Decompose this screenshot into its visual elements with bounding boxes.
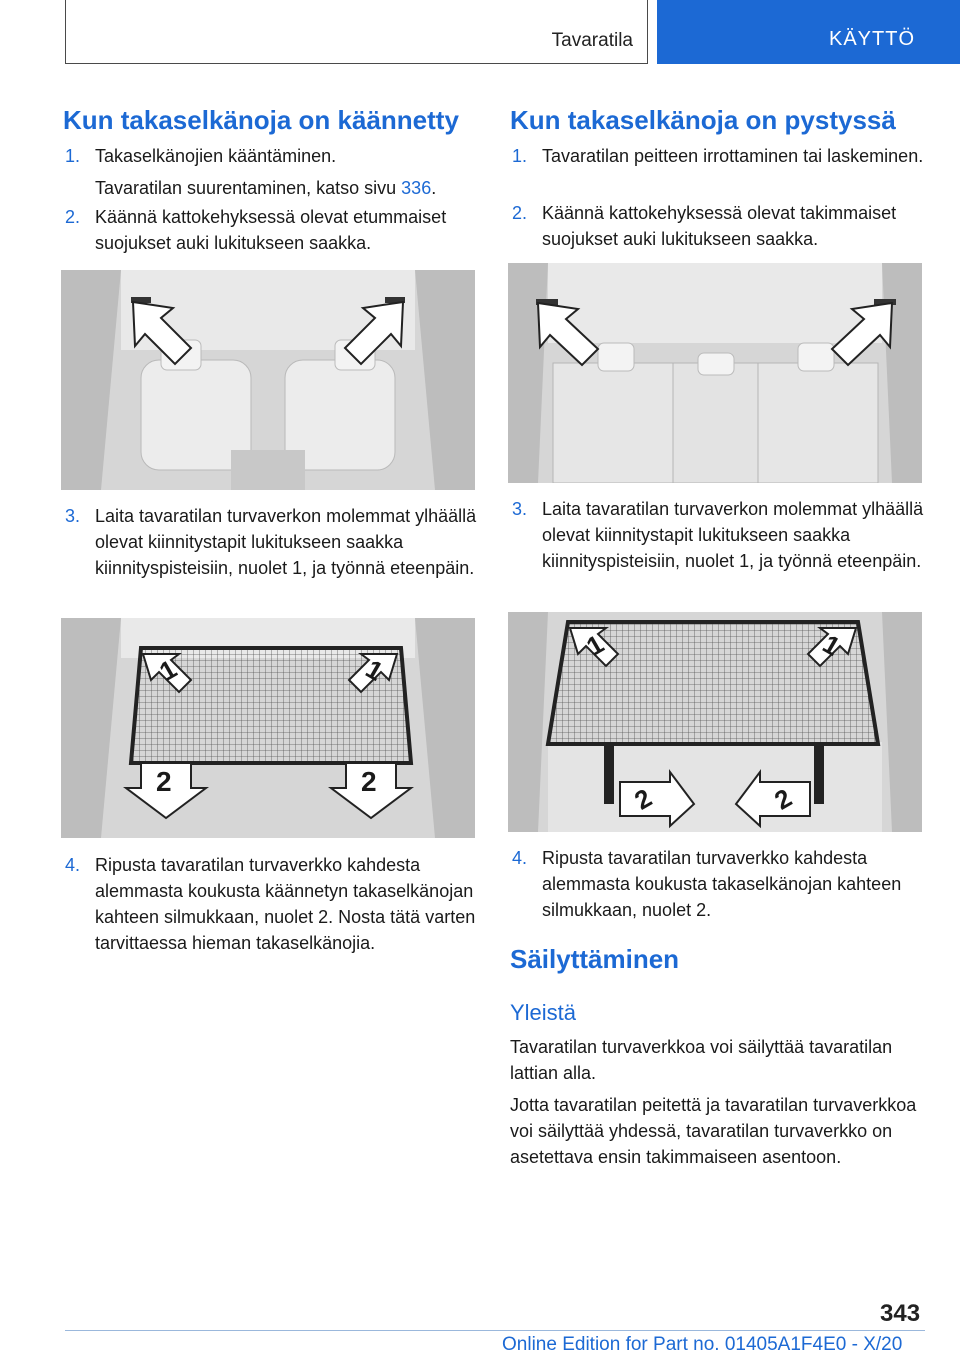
header-section-box	[65, 0, 648, 64]
right-figure-roof-covers	[508, 263, 922, 483]
left-figure-net-install	[61, 618, 475, 838]
step-number: 2.	[65, 207, 81, 227]
footer-edition-text: Online Edition for Part no. 01405A1F4E0 - X/20	[502, 1334, 903, 1355]
subtext-prefix: Tavaratilan suurentaminen, katso sivu	[95, 178, 402, 198]
footer-divider	[65, 1330, 925, 1331]
step-text: Laita tavaratilan turvaverkon molemmat ylhäällä olevat kiinnitystapit lukitukseen saakka kiinnityspisteisiin, nuolet 1, ja työnnä eteenpäin.	[542, 499, 924, 571]
step-text: Käännä kattokehyksessä olevat etummaiset suojukset auki lukitukseen saakka.	[95, 207, 447, 253]
arrow-label-2a: 2	[629, 782, 657, 816]
page-number: 343	[880, 1300, 921, 1327]
arrow-label-2b: 2	[769, 782, 797, 816]
header-chapter-tab: KÄYTTÖ	[657, 0, 960, 64]
left-section-title: Kun takaselkänoja on käännetty	[63, 105, 459, 135]
step-number: 3.	[512, 499, 528, 519]
step-subtext	[95, 175, 477, 201]
right-step-3	[510, 496, 924, 574]
right-figure-net-install	[508, 612, 922, 832]
left-step-1	[63, 143, 477, 201]
step-text: Tavaratilan peitteen irrottaminen tai laskeminen.	[542, 146, 924, 166]
header-section-title: Tavaratila	[551, 30, 633, 51]
arrow-label-1b: 1	[817, 628, 846, 662]
storage-section-title: Säilyttäminen	[510, 944, 680, 974]
step-number: 4.	[512, 848, 528, 868]
step-number: 2.	[512, 203, 528, 223]
left-step-2	[63, 204, 477, 256]
right-step-2	[510, 200, 924, 252]
right-step-1	[510, 143, 924, 169]
left-step-3	[63, 503, 477, 581]
step-number: 4.	[65, 855, 81, 875]
arrow-label-2b: 2	[361, 766, 377, 797]
right-step-4	[510, 845, 924, 923]
subtext-suffix: .	[431, 178, 437, 198]
step-number: 3.	[65, 506, 81, 526]
storage-paragraph-1: Tavaratilan turvaverkkoa voi säilyttää tavaratilan lattian alla.	[510, 1037, 893, 1083]
arrow-label-2a: 2	[156, 766, 172, 797]
storage-paragraph-2: Jotta tavaratilan peitettä ja tavaratilan turvaverkkoa voi säilyttää yhdessä, tavaratilan turvaverkko on asetettava ensin takimmaiseen asentoon.	[510, 1095, 917, 1167]
page-ref-link[interactable]: 336	[401, 178, 432, 198]
step-number: 1.	[65, 146, 81, 166]
general-subsection-title: Yleistä	[510, 1000, 577, 1025]
left-step-4	[63, 852, 477, 956]
step-text: Laita tavaratilan turvaverkon molemmat ylhäällä olevat kiinnitystapit lukitukseen saakka kiinnityspisteisiin, nuolet 1, ja työnnä eteenpäin.	[95, 506, 477, 578]
left-figure-roof-covers	[61, 270, 475, 490]
step-text: Ripusta tavaratilan turvaverkko kahdesta alemmasta koukusta käännetyn takaselkänojan kahteen silmukkaan, nuolet 2. Nosta tätä varten tarvittaessa hieman takaselkänojia.	[95, 855, 476, 953]
arrow-label-1a: 1	[581, 628, 609, 662]
step-text: Takaselkänojien kääntäminen.	[95, 146, 337, 166]
step-number: 1.	[512, 146, 528, 166]
arrow-label-1b: 1	[360, 653, 389, 687]
arrow-label-1a: 1	[154, 653, 182, 687]
step-text: Käännä kattokehyksessä olevat takimmaiset suojukset auki lukitukseen saakka.	[542, 203, 897, 249]
right-section-title: Kun takaselkänoja on pystyssä	[510, 105, 896, 135]
step-text: Ripusta tavaratilan turvaverkko kahdesta alemmasta koukusta takaselkänojan kahteen silmukkaan, nuolet 2.	[542, 848, 902, 920]
